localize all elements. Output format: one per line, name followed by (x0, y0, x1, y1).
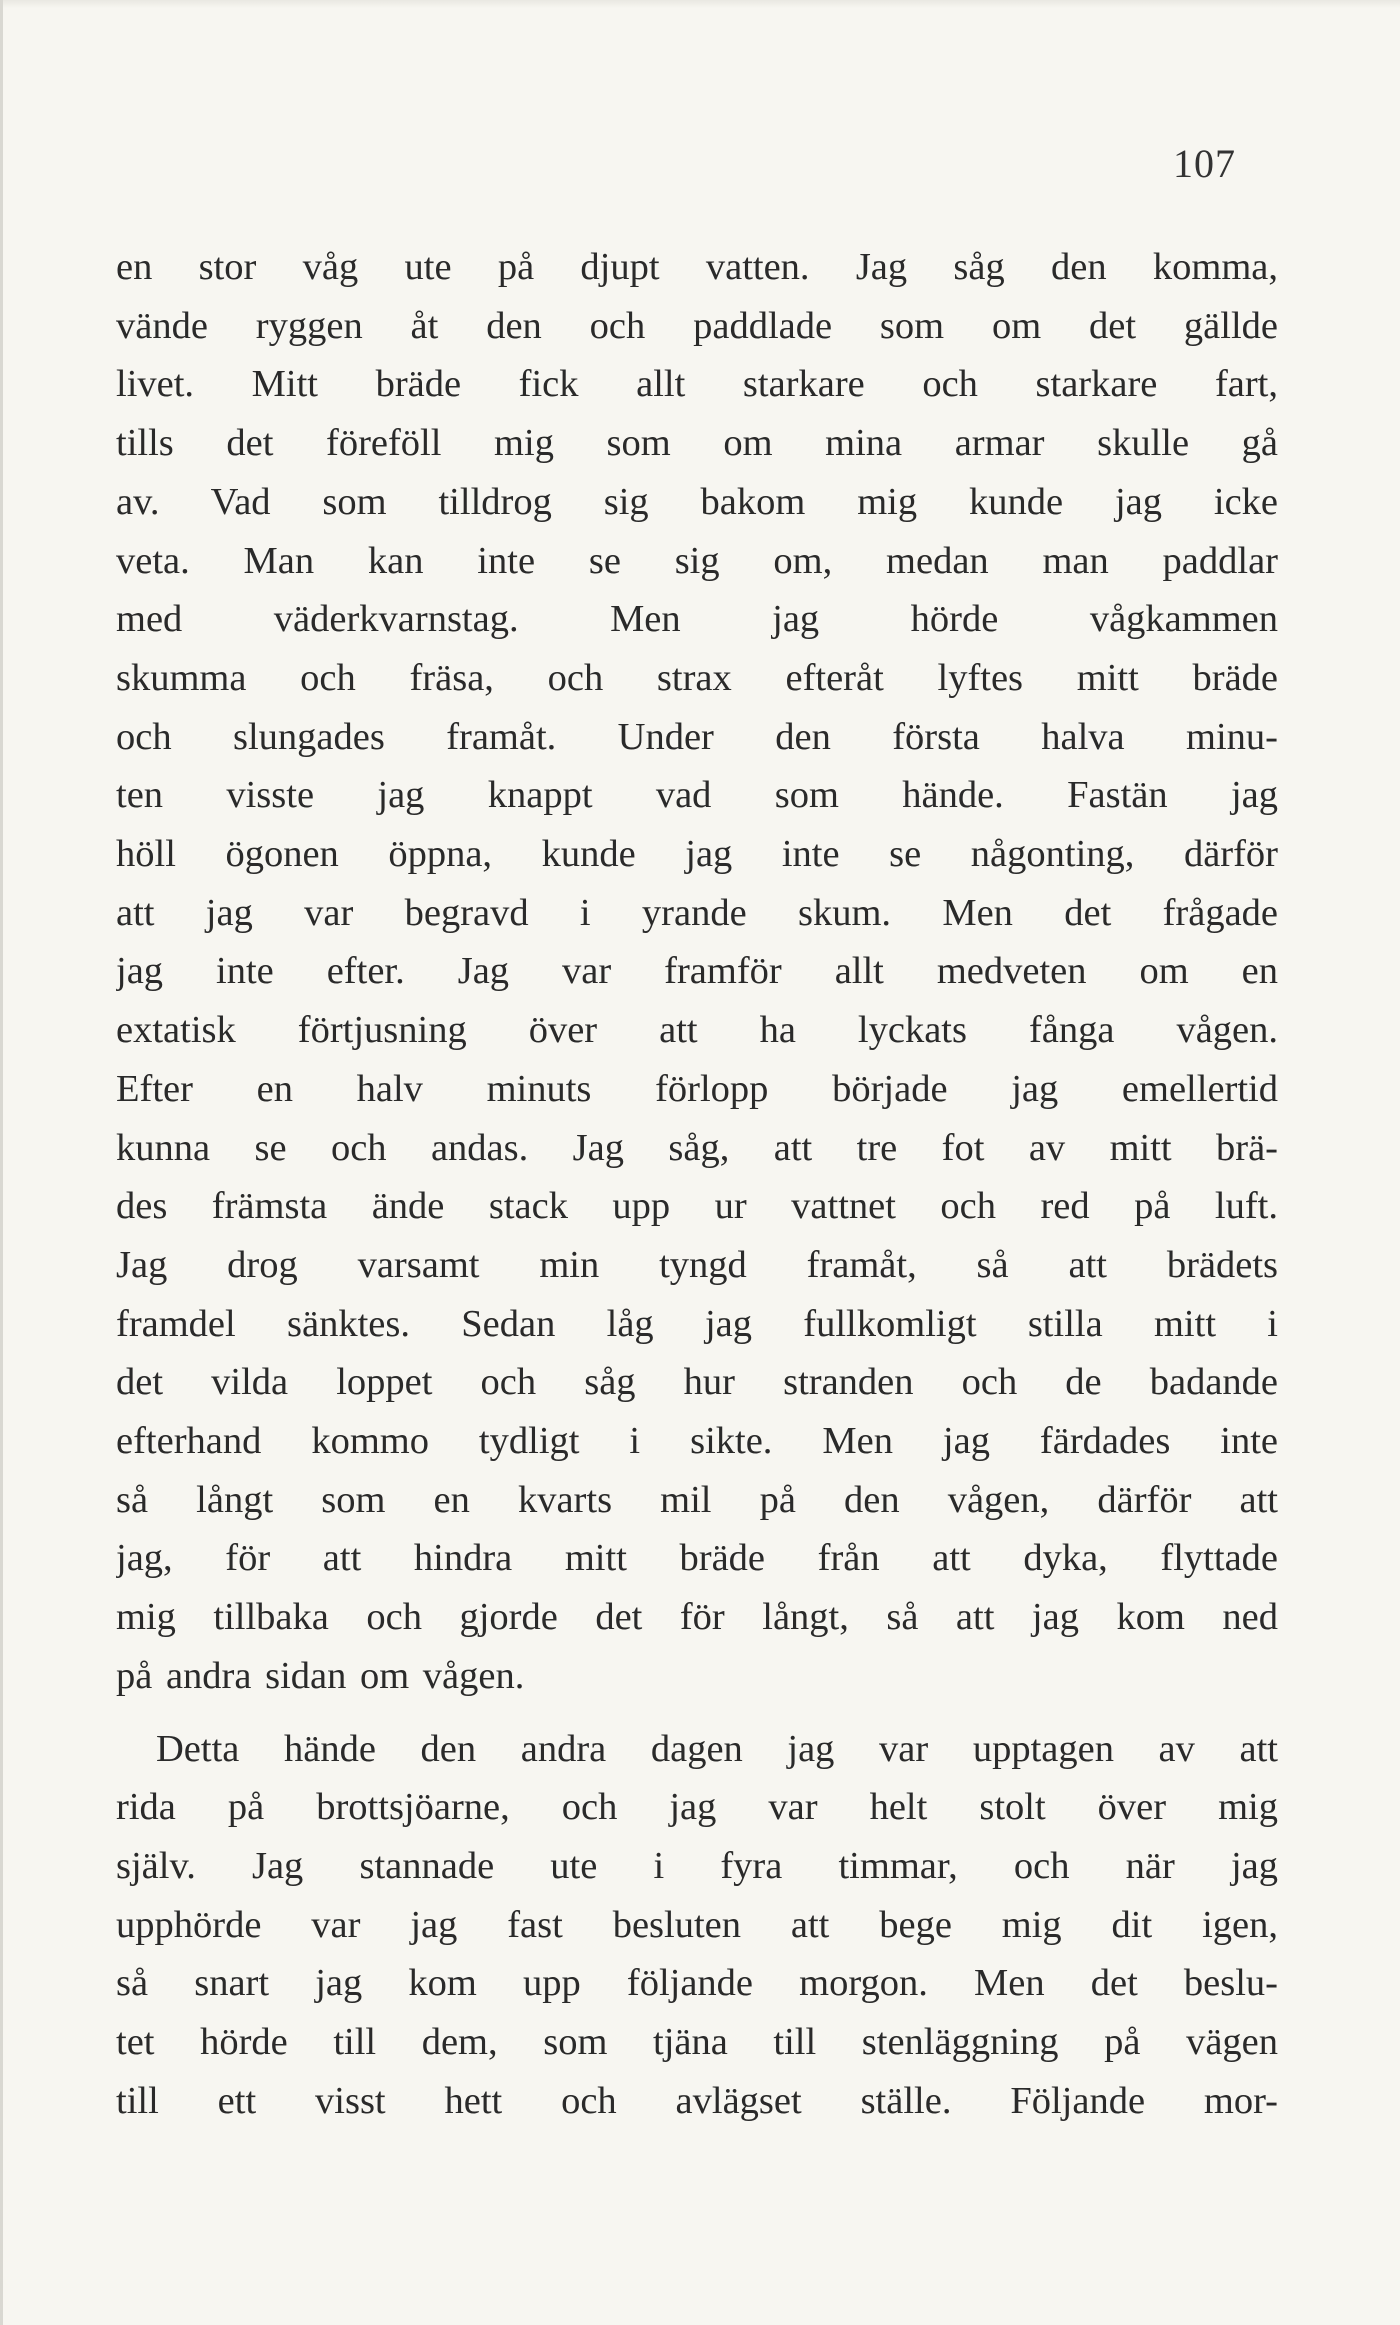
text-line: Jag drog varsamt min tyngd framåt, så att brädets (116, 1243, 1278, 1286)
text-line: så snart jag kom upp följande morgon. Men det beslu- (116, 1962, 1278, 2005)
text-line: en stor våg ute på djupt vatten. Jag såg den komma, (116, 246, 1278, 288)
text-line: efterhand kommo tydligt i sikte. Men jag färdades inte (116, 1420, 1278, 1463)
paragraph-2 (116, 1720, 1278, 2131)
text-line: jag, för att hindra mitt bräde från att dyka, flyttade (116, 1537, 1278, 1580)
text-line: ten visste jag knappt vad som hände. Fastän jag (116, 774, 1278, 817)
text-line: veta. Man kan inte se sig om, medan man paddlar (116, 539, 1278, 582)
text-line: kunna se och andas. Jag såg, att tre fot av mitt brä- (116, 1126, 1278, 1169)
text-line: tills det föreföll mig som om mina armar skulle gå (116, 422, 1278, 465)
text-line: tet hörde till dem, som tjäna till stenläggning på vägen (116, 2021, 1278, 2064)
text-line: vände ryggen åt den och paddlade som om det gällde (116, 304, 1278, 347)
text-line: skumma och fräsa, och strax efteråt lyftes mitt bräde (116, 656, 1278, 699)
scan-edge-left (0, 0, 3, 2325)
text-line: jag inte efter. Jag var framför allt medveten om en (116, 950, 1278, 993)
text-line: med väderkvarnstag. Men jag hörde vågkammen (116, 598, 1278, 641)
text-line: så långt som en kvarts mil på den vågen, därför att (116, 1478, 1278, 1521)
scan-edge-top (0, 0, 1400, 8)
text-line: höll ögonen öppna, kunde jag inte se någonting, därför (116, 833, 1278, 876)
text-line: själv. Jag stannade ute i fyra timmar, och när jag (116, 1844, 1278, 1887)
text-line: Detta hände den andra dagen jag var upptagen av att (156, 1727, 1278, 1770)
text-line: upphörde var jag fast besluten att bege mig dit igen, (116, 1903, 1278, 1946)
body-text (116, 238, 1278, 2131)
text-line: på andra sidan om vågen. (116, 1654, 525, 1697)
text-line: Efter en halv minuts förlopp började jag emellertid (116, 1067, 1278, 1110)
text-line: till ett visst hett och avlägset ställe. Följande mor- (116, 2079, 1278, 2122)
text-line: av. Vad som tilldrog sig bakom mig kunde jag icke (116, 480, 1278, 523)
text-line: rida på brottsjöarne, och jag var helt stolt över mig (116, 1786, 1278, 1829)
page-number: 107 (1173, 141, 1236, 186)
text-line: extatisk förtjusning över att ha lyckats fånga vågen. (116, 1009, 1278, 1052)
text-line: det vilda loppet och såg hur stranden och de badande (116, 1361, 1278, 1404)
text-line: des främsta ände stack upp ur vattnet och red på luft. (116, 1185, 1278, 1228)
text-line: och slungades framåt. Under den första halva minu- (116, 715, 1278, 758)
paragraph-1 (116, 238, 1278, 1706)
text-line: livet. Mitt bräde fick allt starkare och starkare fart, (116, 363, 1278, 406)
text-line: mig tillbaka och gjorde det för långt, så att jag kom ned (116, 1596, 1278, 1639)
text-line: framdel sänktes. Sedan låg jag fullkomligt stilla mitt i (116, 1302, 1278, 1345)
text-line: att jag var begravd i yrande skum. Men det frågade (116, 891, 1278, 934)
